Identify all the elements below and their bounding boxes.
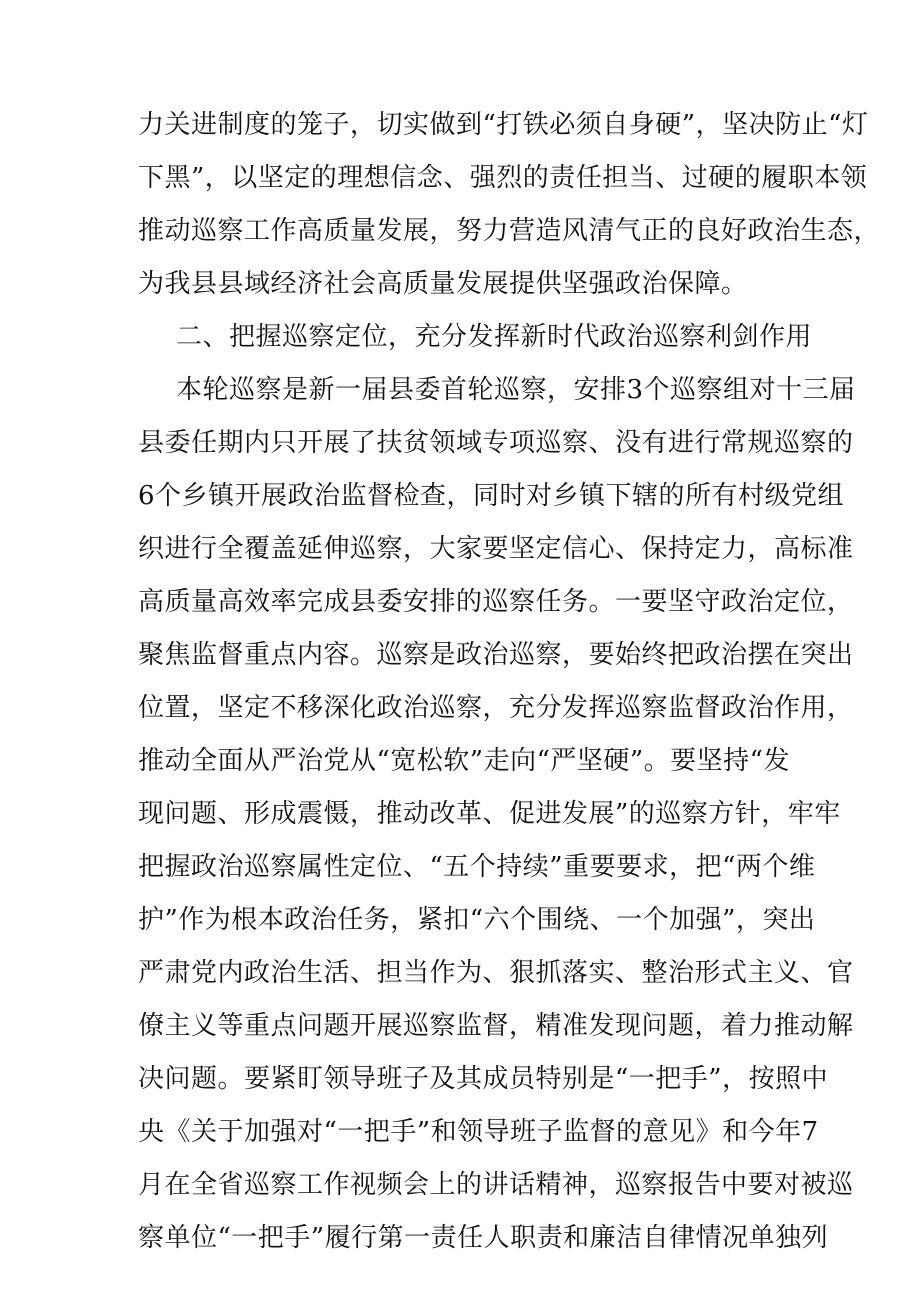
paragraph-line-6: 本轮巡察是新一届县委首轮巡察，安排3个巡察组对十三届: [176, 375, 856, 405]
paragraph-line-1: 力关进制度的笼子，切实做到“打铁必须自身硬”，坚决防止“灯: [138, 110, 869, 140]
paragraph-line-21: 月在全省巡察工作视频会上的讲话精神，巡察报告中要对被巡: [138, 1170, 854, 1200]
paragraph-line-15: 把握政治巡察属性定位、“五个持续”重要要求，把“两个维: [138, 852, 816, 882]
paragraph-line-11: 聚焦监督重点内容。巡察是政治巡察，要始终把政治摆在突出: [138, 640, 854, 670]
paragraph-line-13: 推动全面从严治党从“宽松软”走向“严坚硬”。要坚持“发: [138, 746, 790, 776]
paragraph-line-12: 位置，坚定不移深化政治巡察，充分发挥巡察监督政治作用，: [138, 693, 854, 723]
paragraph-line-4: 为我县县域经济社会高质量发展提供坚强政治保障。: [138, 269, 748, 299]
paragraph-line-7: 县委任期内只开展了扶贫领域专项巡察、没有进行常规巡察的: [138, 428, 854, 458]
section-heading: 二、把握巡察定位，充分发挥新时代政治巡察利剑作用: [176, 322, 813, 352]
paragraph-line-17: 严肃党内政治生活、担当作为、狠抓落实、整治形式主义、官: [138, 958, 854, 988]
paragraph-line-2: 下黑”，以坚定的理想信念、强烈的责任担当、过硬的履职本领: [138, 163, 868, 193]
paragraph-line-9: 织进行全覆盖延伸巡察，大家要坚定信心、保持定力，高标准: [138, 534, 854, 564]
paragraph-line-14: 现问题、形成震慑，推动改革、促进发展”的巡察方针，牢牢: [138, 799, 841, 829]
paragraph-line-8: 6个乡镇开展政治监督检查，同时对乡镇下辖的所有村级党组: [138, 481, 845, 511]
paragraph-line-20: 央《关于加强对“一把手”和领导班子监督的意见》和今年7: [138, 1117, 819, 1147]
paragraph-line-3: 推动巡察工作高质量发展，努力营造风清气正的良好政治生态，: [138, 216, 881, 246]
paragraph-line-22: 察单位“一把手”履行第一责任人职责和廉洁自律情况单独列: [138, 1223, 829, 1253]
paragraph-line-16: 护”作为根本政治任务，紧扣“六个围绕、一个加强”，突出: [138, 905, 816, 935]
paragraph-line-19: 决问题。要紧盯领导班子及其成员特别是“一把手”，按照中: [138, 1064, 829, 1094]
paragraph-line-10: 高质量高效率完成县委安排的巡察任务。一要坚守政治定位，: [138, 587, 854, 617]
paragraph-line-18: 僚主义等重点问题开展巡察监督，精准发现问题，着力推动解: [138, 1011, 854, 1041]
